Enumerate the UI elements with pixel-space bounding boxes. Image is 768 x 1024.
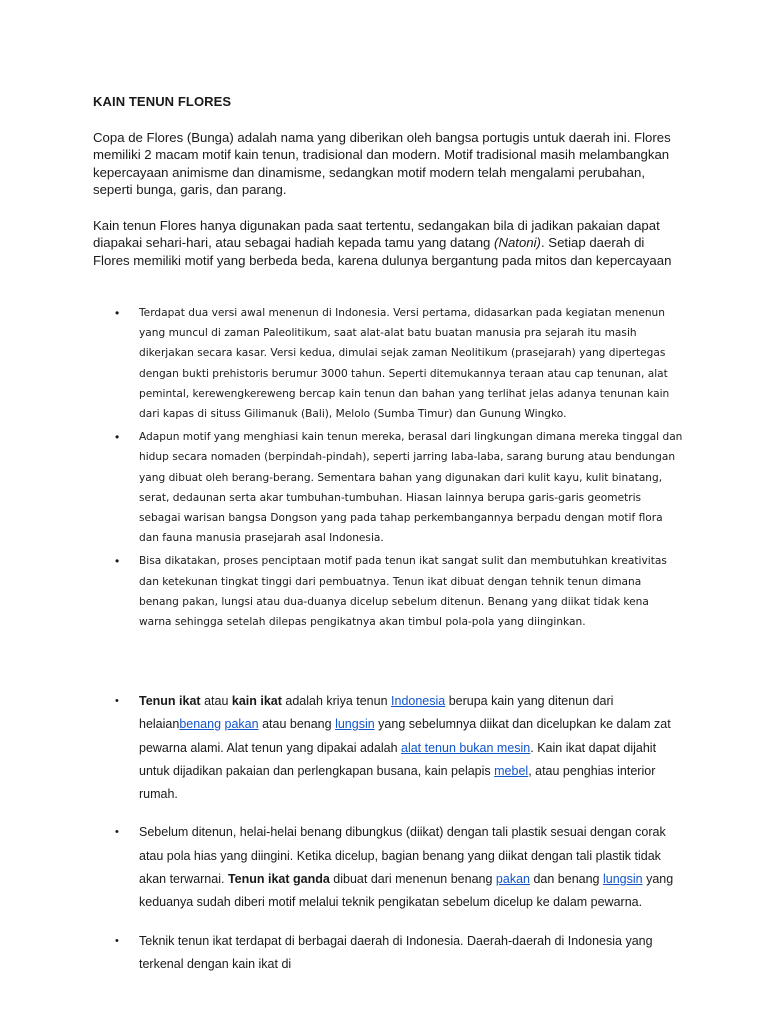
- hyperlink[interactable]: mebel: [494, 763, 529, 778]
- paragraph-intro: Copa de Flores (Bunga) adalah nama yang diberikan oleh bangsa portugis untuk daerah ini. Flores memiliki 2 macam motif kain tenun, tradisional dan modern. Motif tradisional masih melambangkan kepercayaan animisme dan dinamisme, sedangkan motif modern telah mengalami perubahan, seperti bunga, garis, dan parang.: [93, 130, 671, 197]
- text-run: Teknik tenun ikat terdapat di berbagai daerah di Indonesia. Daerah-daerah di Indonesia yang terkenal dengan kain ikat di: [139, 933, 653, 971]
- bold-term: Tenun ikat: [139, 694, 201, 708]
- hyperlink[interactable]: pakan: [495, 872, 530, 887]
- hyperlink[interactable]: lungsin: [602, 872, 643, 887]
- text-run: adalah kriya tenun: [281, 694, 392, 708]
- list-item: • Bisa dikatakan, proses penciptaan motif pada tenun ikat sangat sulit dan membutuhkan kreativitas dan ketekunan tingkat tinggi dari pembuatnya. Tenun ikat dibuat dengan tehnik tenun dimana benang pakan, lungsi atau dua-duanya dicelup sebelum ditenun. Benang yang diikat tidak kena warna sehingga setelah dilepas pengikatnya akan timbul pola-pola yang diinginkan.: [93, 551, 683, 632]
- hyperlink[interactable]: pakan: [224, 717, 259, 732]
- text-run: . Kain ikat dapat dijahit untuk dijadikan pakaian dan perlengkapan busana, kain pelapis: [139, 740, 657, 778]
- text-run: atau: [200, 694, 232, 708]
- hyperlink[interactable]: Indonesia: [391, 694, 446, 708]
- list-item: • Adapun motif yang menghiasi kain tenun mereka, berasal dari lingkungan dimana mereka tinggal dan hidup secara nomaden (berpindah-pindah), seperti jarring laba-laba, sarang burung atau bendungan yang dibuat oleh berang-berang. Sementara bahan yang digunakan dari kulit kayu, kulit binatang, serat, dedaunan serta akar tumbuhan-tumbuhan. Hiasan lainnya berupa garis-garis geometris sebagai warisan bangsa Dongson yang pada tahap perkembangannya berpadu dengan motif flora dan fauna manusia prasejarah asal Indonesia.: [93, 427, 683, 548]
- text-run: Sebelum ditenun, helai-helai benang dibungkus (diikat) dengan tali plastik sesuai dengan corak atau pola hias yang diingini. Ketika dicelup, bagian benang yang diikat dengan tali plastik tidak akan terwarnai.: [139, 825, 666, 887]
- text-run: atau benang: [258, 717, 336, 732]
- list-item: [93, 930, 683, 977]
- document-title: KAIN TENUN FLORES: [93, 94, 232, 109]
- text-run: yang keduanya sudah diberi motif melalui teknik pengikatan sebelum dicelup ke dalam pewarna.: [139, 872, 674, 910]
- history-bullet-list: [93, 303, 683, 635]
- text-run: dibuat dari menenun benang: [329, 872, 496, 887]
- tenun-ikat-bullet-list: [93, 690, 683, 991]
- hyperlink[interactable]: benang: [179, 717, 222, 732]
- list-item: [93, 821, 683, 914]
- text-run: yang sebelumnya diikat dan dicelupkan ke dalam zat pewarna alami. Alat tenun yang dipakai adalah: [139, 717, 671, 755]
- list-item: • Terdapat dua versi awal menenun di Indonesia. Versi pertama, didasarkan pada kegiatan menenun yang muncul di zaman Paleolitikum, saat alat-alat batu buatan manusia pra sejarah itu masih dikerjakan secara kasar. Versi kedua, dimulai sejak zaman Neolitikum (prasejarah) yang dipertegas dengan bukti prehistoris berumur 3000 tahun. Seperti ditemukannya teraan atau cap tenunan, alat pemintal, kerewengkereweng bercap kain tenun dan bahan yang terlihat jelas adanya tenunan kain dari kapas di situss Gilimanuk (Bali), Melolo (Sumba Timur) dan Gunung Wingko.: [93, 303, 683, 424]
- bold-term: kain ikat: [231, 694, 282, 708]
- hyperlink[interactable]: lungsin: [335, 717, 375, 732]
- paragraph-usage: [93, 217, 683, 269]
- text-run: dan benang: [529, 872, 603, 887]
- paragraph-usage-text-end: . Setiap daerah di Flores memiliki motif yang berbeda beda, karena dulunya bergantung pada mitos dan kepercayaan: [93, 235, 672, 268]
- text-run: , atau penghias interior rumah.: [139, 763, 656, 802]
- text-run: berupa kain yang ditenun dari helaian: [139, 694, 614, 732]
- paragraph-usage-italic: (Natoni): [494, 235, 541, 251]
- hyperlink[interactable]: alat tenun bukan mesin: [401, 740, 531, 755]
- paragraph-usage-text: Kain tenun Flores hanya digunakan pada saat tertentu, sedangakan bila di jadikan pakaian dapat diapakai sehari-hari, atau sebagai hadiah kepada tamu yang datang: [93, 218, 660, 251]
- list-item: [93, 690, 683, 806]
- bold-term: Tenun ikat ganda: [227, 872, 330, 887]
